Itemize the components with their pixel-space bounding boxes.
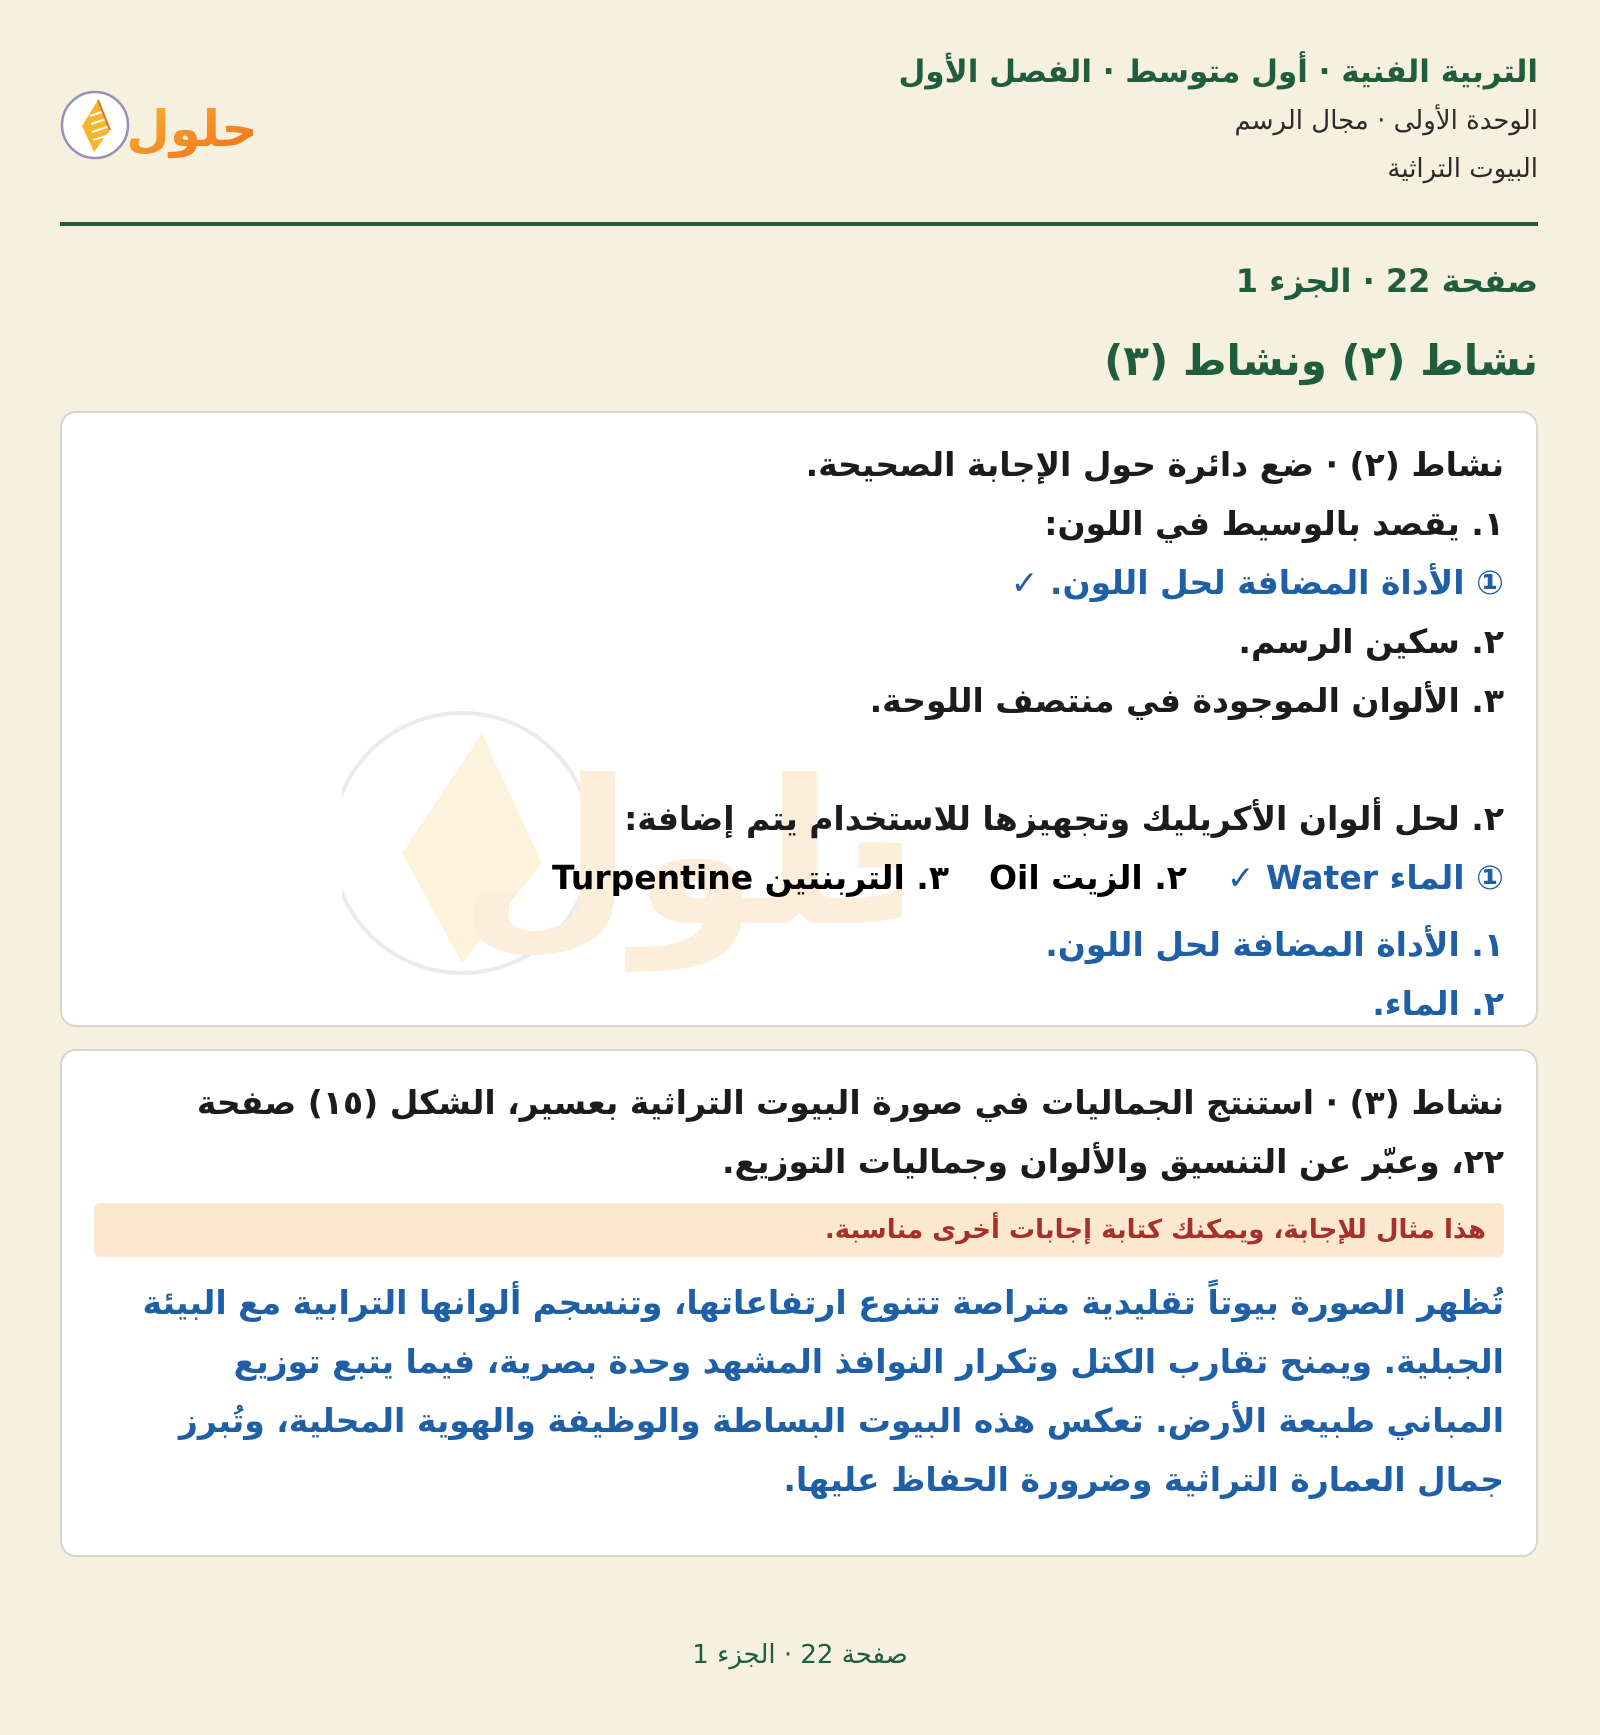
activity-2-title: نشاط (٢) · ضع دائرة حول الإجابة الصحيحة. [805,445,1504,484]
answer-line-2: الجبلية. ويمنح تقارب الكتل وتكرار النوافذ المشهد وحدة بصرية، فيما يتبع توزيع [233,1342,1504,1381]
question-2: ٢. لحل ألوان الأكريليك وتجهيزها للاستخدام يتم إضافة: [624,799,1504,838]
header [60,0,1538,226]
question-1: ١. يقصد بالوسيط في اللون: [1044,504,1504,543]
q2-options-row [94,848,1504,907]
answer-note: هذا مثال للإجابة، ويمكنك كتابة إجابات أخرى مناسبة. [94,1203,1504,1257]
q1-option-2: ٢. سكين الرسم. [1238,622,1504,661]
q1-option-3: ٣. الألوان الموجودة في منتصف اللوحة. [869,681,1504,720]
answer-line-1: تُظهر الصورة بيوتاً تقليدية متراصة تتنوع ارتفاعاتها، وتنسجم ألوانها الترابية مع البيئة [142,1283,1504,1322]
footer-page-reference: صفحة 22 · الجزء 1 [692,1640,908,1670]
q2-option-3: ٣. التربنتين Turpentine [551,858,949,897]
logo-graphic [60,80,280,170]
answer-line-4: جمال العمارة التراثية وضرورة الحفاظ عليها. [783,1460,1504,1499]
answer-1: ١. الأداة المضافة لحل اللون. [1045,925,1504,964]
activity-3-answer [94,1273,1504,1509]
activity-2-card [60,411,1538,1027]
activity-3-card [60,1049,1538,1557]
activity-3-title-line-2: ٢٢، وعبّر عن التنسيق والألوان وجماليات التوزيع. [721,1142,1504,1181]
spacer [94,730,1504,789]
q1-option-1: ① الأداة المضافة لحل اللون. ✓ [1010,563,1504,602]
unit-line: الوحدة الأولى · مجال الرسم [1234,106,1538,136]
answer-line-3: المباني طبيعة الأرض. تعكس هذه البيوت البساطة والوظيفة والهوية المحلية، وتُبرز [178,1401,1504,1440]
q2-option-1: ① الماء Water ✓ [1226,858,1504,897]
logo [60,80,280,170]
page-reference: صفحة 22 · الجزء 1 [1235,262,1538,300]
watermark-text: لول [459,738,841,971]
book-icon [62,92,128,158]
q2-option-2: ٢. الزيت Oil [988,858,1187,897]
answer-2: ٢. الماء. [1372,984,1504,1023]
subject-line: التربية الفنية · أول متوسط · الفصل الأول [898,54,1538,90]
activity-3-title-line-1: نشاط (٣) · استنتج الجماليات في صورة البيوت التراثية بعسير، الشكل (١٥) صفحة [196,1083,1504,1122]
section-title: نشاط (٢) ونشاط (٣) [1104,336,1538,385]
lesson-line: البيوت التراثية [1387,154,1538,184]
header-text [898,54,1538,184]
logo-text: حلول [126,100,258,158]
page [60,0,1538,1557]
